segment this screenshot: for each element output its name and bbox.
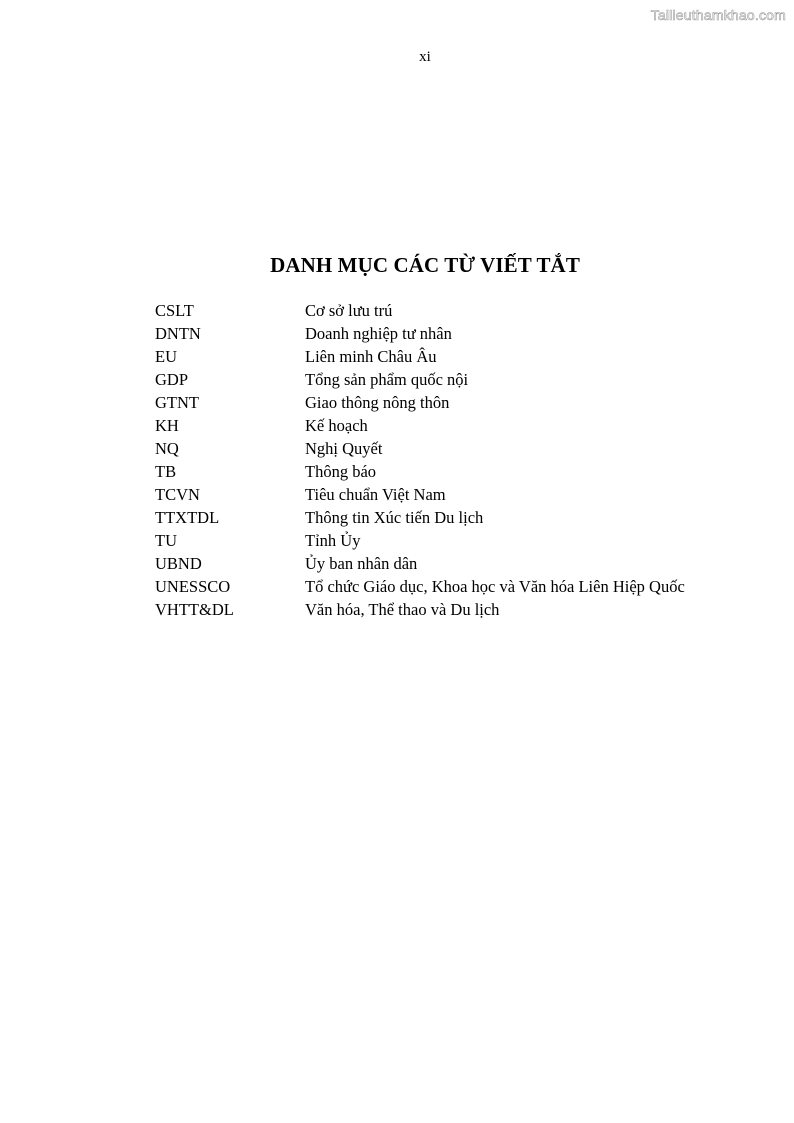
abbreviation-row <box>155 483 685 506</box>
abbreviation-meaning: Liên minh Châu Âu <box>305 347 437 366</box>
abbreviation-code: EU <box>155 347 177 366</box>
page-number: xi <box>419 49 431 65</box>
abbreviation-row <box>155 322 685 345</box>
abbreviation-row <box>155 598 685 621</box>
abbreviation-meaning: Văn hóa, Thể thao và Du lịch <box>305 600 500 619</box>
abbreviation-code: KH <box>155 416 179 435</box>
abbreviation-meaning: Ủy ban nhân dân <box>305 554 418 573</box>
abbreviation-meaning: Nghị Quyết <box>305 439 383 458</box>
abbreviation-code: UNESSCO <box>155 577 231 596</box>
watermark: Tailieuthamkhao.com <box>650 7 786 23</box>
abbreviation-meaning: Tiêu chuẩn Việt Nam <box>305 485 446 504</box>
abbreviation-meaning: Thông báo <box>305 462 377 481</box>
abbreviation-row <box>155 506 685 529</box>
abbreviation-code: TU <box>155 531 177 550</box>
abbreviation-row <box>155 299 685 322</box>
abbreviation-code: VHTT&DL <box>155 600 234 619</box>
abbreviation-row <box>155 529 685 552</box>
abbreviation-meaning: Giao thông nông thôn <box>305 393 450 412</box>
abbreviation-row <box>155 460 685 483</box>
abbreviation-meaning: Thông tin Xúc tiến Du lịch <box>305 508 484 527</box>
abbreviation-code: TCVN <box>155 485 200 504</box>
abbreviation-code: UBND <box>155 554 202 573</box>
abbreviation-row <box>155 437 685 460</box>
abbreviation-code: NQ <box>155 439 179 458</box>
abbreviation-row <box>155 575 685 598</box>
abbreviation-row <box>155 391 685 414</box>
abbreviation-row <box>155 552 685 575</box>
abbreviation-row <box>155 414 685 437</box>
abbreviation-meaning: Tổ chức Giáo dục, Khoa học và Văn hóa Liên Hiệp Quốc <box>305 577 685 596</box>
abbreviation-row <box>155 345 685 368</box>
abbreviation-code: TB <box>155 462 177 481</box>
abbreviation-code: CSLT <box>155 301 194 320</box>
abbreviation-meaning: Tổng sản phẩm quốc nội <box>305 370 469 389</box>
abbreviation-meaning: Doanh nghiệp tư nhân <box>305 324 452 343</box>
abbreviation-meaning: Tỉnh Ủy <box>305 531 361 550</box>
abbreviation-meaning: Kế hoạch <box>305 416 368 435</box>
abbreviation-code: TTXTDL <box>155 508 220 527</box>
abbreviation-list <box>155 299 685 621</box>
abbreviation-code: GDP <box>155 370 189 389</box>
abbreviation-code: GTNT <box>155 393 199 412</box>
abbreviation-code: DNTN <box>155 324 201 343</box>
page-title: DANH MỤC CÁC TỪ VIẾT TẮT <box>270 253 580 277</box>
abbreviation-meaning: Cơ sở lưu trú <box>305 301 393 320</box>
abbreviation-row <box>155 368 685 391</box>
